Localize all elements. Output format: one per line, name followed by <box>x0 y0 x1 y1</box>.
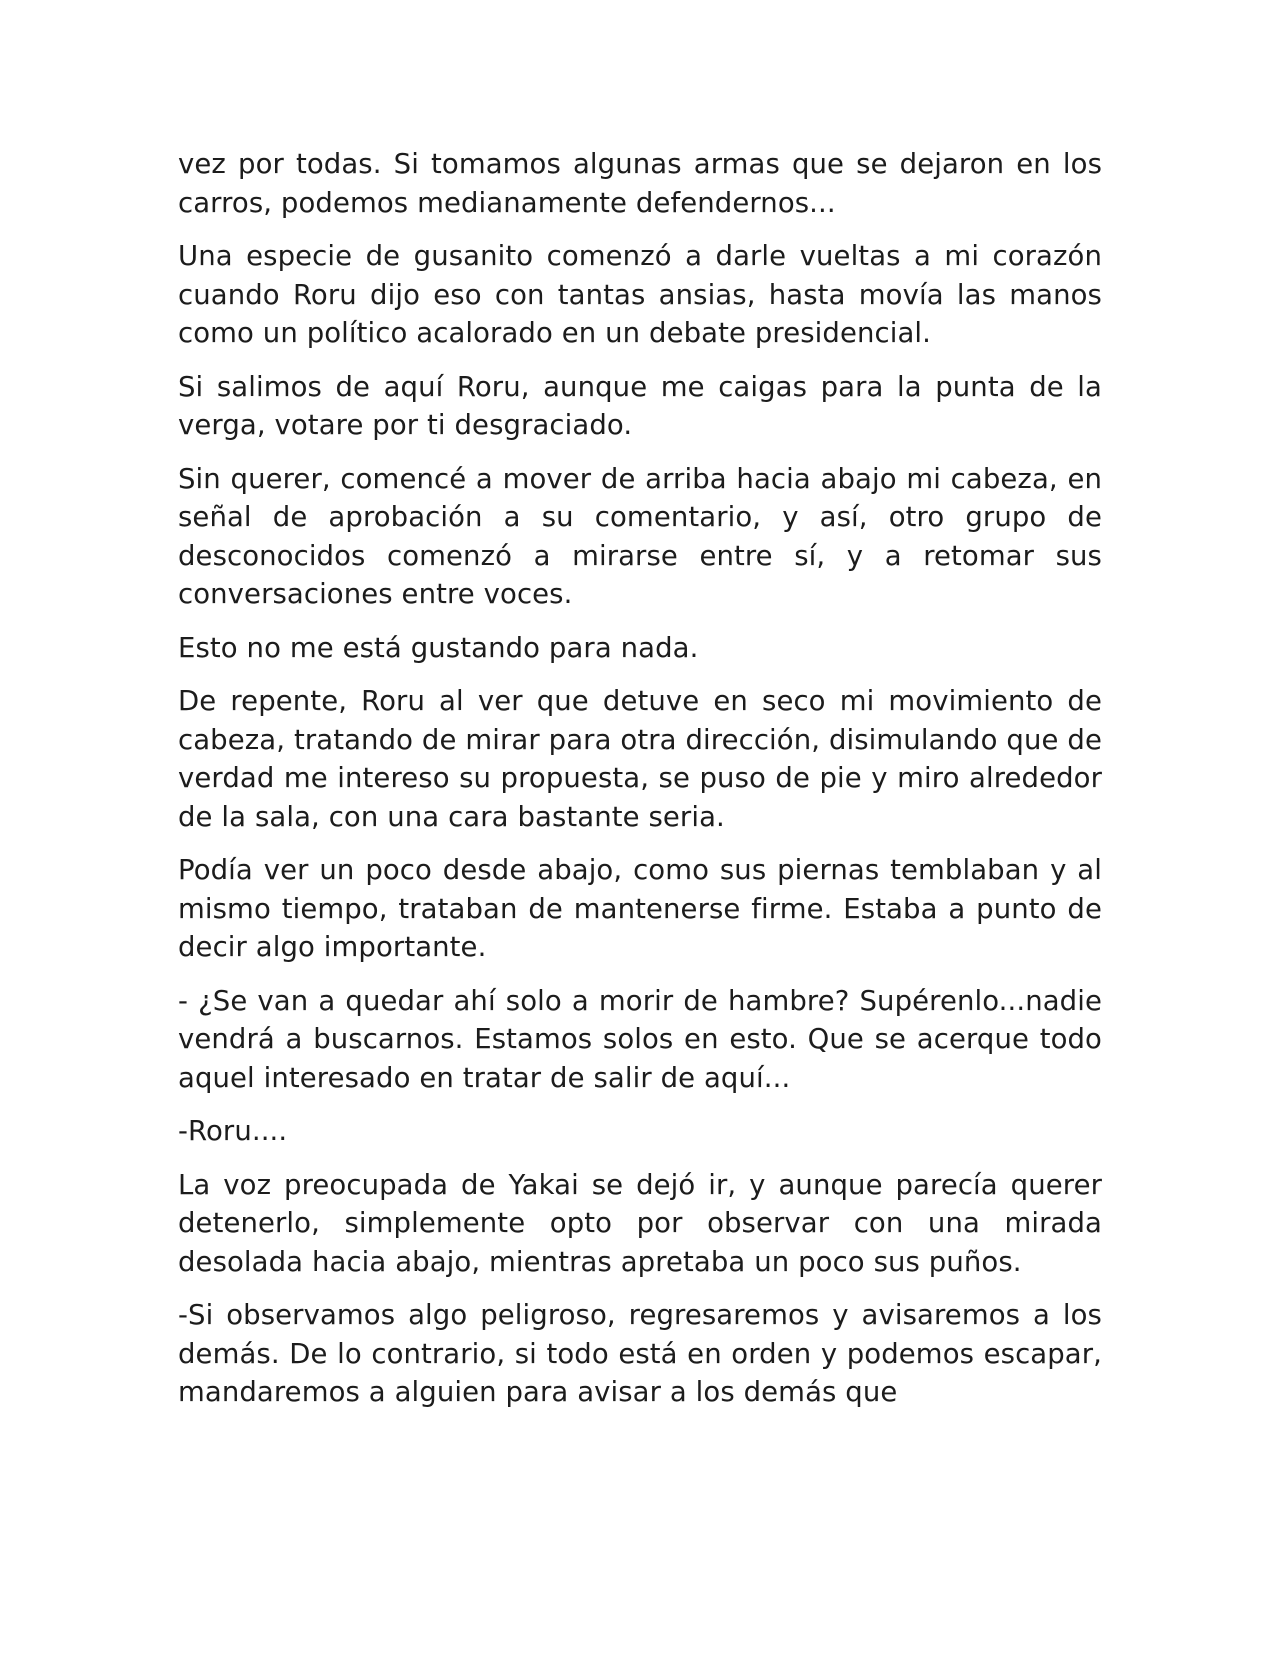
page-body <box>178 145 1102 1427</box>
paragraph: -Si observamos algo peligroso, regresaremos y avisaremos a los demás. De lo contrario, si todo está en orden y podemos escapar, mandaremos a alguien para avisar a los demás que <box>178 1299 1102 1408</box>
paragraph: De repente, Roru al ver que detuve en seco mi movimiento de cabeza, tratando de mirar para otra dirección, disimulando que de verdad me intereso su propuesta, se puso de pie y miro alrededor de la sala, con una cara bastante seria. <box>178 685 1102 833</box>
paragraph: Esto no me está gustando para nada. <box>178 631 699 664</box>
paragraph: Sin querer, comencé a mover de arriba hacia abajo mi cabeza, en señal de aprobación a su comentario, y así, otro grupo de desconocidos comenzó a mirarse entre sí, y a retomar sus conversaciones entre voces. <box>178 462 1102 610</box>
paragraph: La voz preocupada de Yakai se dejó ir, y aunque parecía querer detenerlo, simplemente opto por observar con una mirada desolada hacia abajo, mientras apretaba un poco sus puños. <box>178 1168 1102 1278</box>
paragraph: Si salimos de aquí Roru, aunque me caigas para la punta de la verga, votare por ti desgraciado. <box>178 370 1102 441</box>
paragraph: vez por todas. Si tomamos algunas armas que se dejaron en los carros, podemos medianamente defendernos... <box>178 148 1102 219</box>
paragraph: Una especie de gusanito comenzó a darle vueltas a mi corazón cuando Roru dijo eso con tantas ansias, hasta movía las manos como un político acalorado en un debate presidencial. <box>178 240 1102 349</box>
paragraph: - ¿Se van a quedar ahí solo a morir de hambre? Supérenlo...nadie vendrá a buscarnos. Estamos solos en esto. Que se acerque todo aquel interesado en tratar de salir de aquí... <box>178 984 1102 1094</box>
paragraph: Podía ver un poco desde abajo, como sus piernas temblaban y al mismo tiempo, trataban de mantenerse firme. Estaba a punto de decir algo importante. <box>178 854 1102 963</box>
paragraph: -Roru.... <box>178 1115 288 1147</box>
